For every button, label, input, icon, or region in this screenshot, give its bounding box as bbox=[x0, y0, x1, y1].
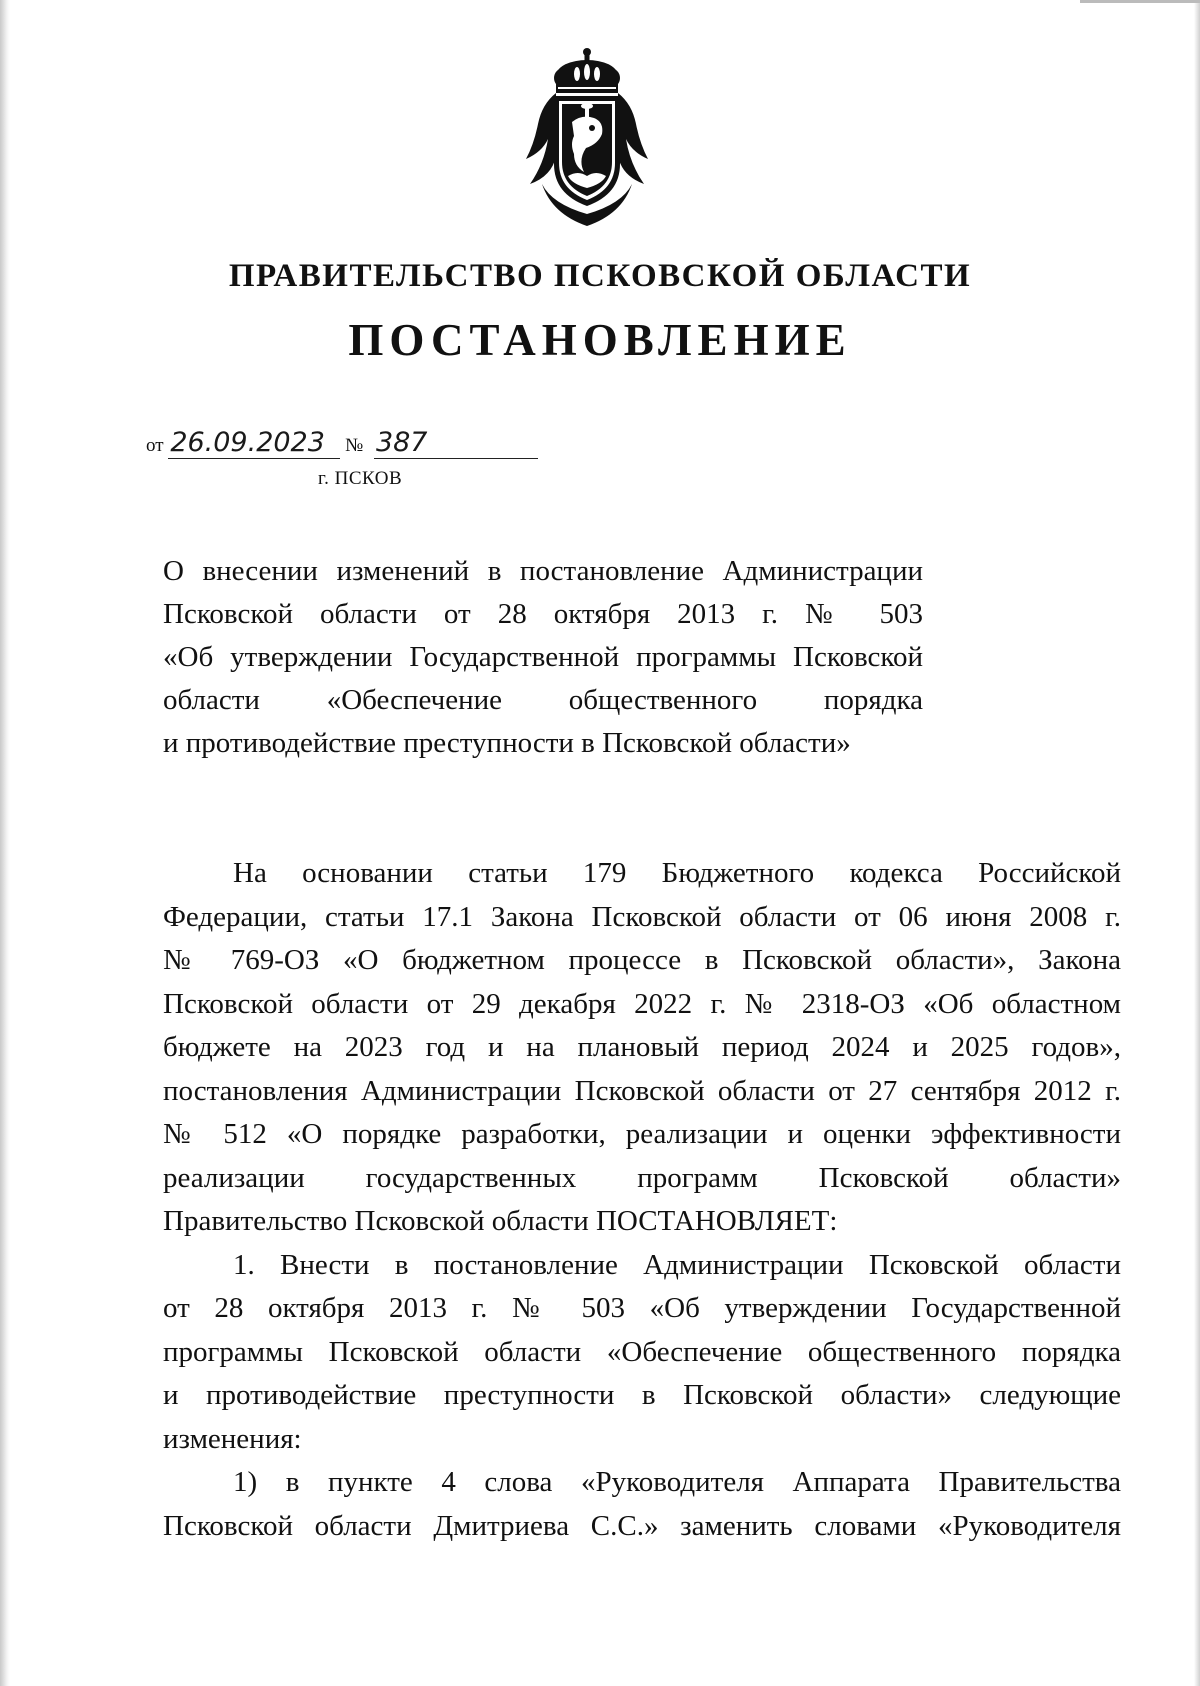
scan-shadow-top bbox=[1080, 0, 1200, 3]
subject-line: О внесении изменений в постановление Администрации bbox=[163, 555, 923, 587]
subject-line: области «Обеспечение общественного порядка bbox=[163, 684, 923, 716]
body-line: На основании статьи 179 Бюджетного кодекса Российской bbox=[233, 857, 1121, 889]
body-line: Псковской области Дмитриева С.С.» заменить словами «Руководителя bbox=[163, 1509, 1121, 1542]
subject-line: «Об утверждении Государственной программы Псковской bbox=[163, 641, 923, 673]
subject-line: и противодействие преступности в Псковской области» bbox=[163, 727, 851, 759]
body-line: программы Псковской области «Обеспечение общественного порядка bbox=[163, 1335, 1121, 1368]
body-line: Правительство Псковской области ПОСТАНОВЛЯЕТ: bbox=[163, 1205, 838, 1237]
document-type-title: ПОСТАНОВЛЕНИЕ bbox=[348, 315, 852, 365]
body-line: и противодействие преступности в Псковской области» следующие bbox=[163, 1379, 1121, 1411]
organization-name: ПРАВИТЕЛЬСТВО ПСКОВСКОЙ ОБЛАСТИ bbox=[228, 258, 972, 294]
scan-shadow-right bbox=[1194, 0, 1200, 1686]
city-label: г. ПСКОВ bbox=[318, 468, 403, 489]
number-sign: № bbox=[345, 435, 364, 456]
body-line: от 28 октября 2013 г. № 503 «Об утверждении Государственной bbox=[163, 1292, 1121, 1324]
body-line: № 769-ОЗ «О бюджетном процессе в Псковской области», Закона bbox=[163, 944, 1121, 976]
body-line: 1. Внести в постановление Администрации Псковской области bbox=[233, 1248, 1121, 1281]
handwritten-date: 26.09.2023 bbox=[168, 428, 340, 459]
body-line: Псковской области от 29 декабря 2022 г. № 2318-ОЗ «Об областном bbox=[163, 987, 1121, 1020]
body-line: реализации государственных программ Псковской области» bbox=[163, 1161, 1121, 1194]
coat-of-arms-icon bbox=[512, 44, 662, 234]
body-line: 1) в пункте 4 слова «Руководителя Аппарата Правительства bbox=[233, 1466, 1121, 1498]
document-subject bbox=[163, 550, 923, 765]
body-line: Федерации, статьи 17.1 Закона Псковской области от 06 июня 2008 г. bbox=[163, 900, 1121, 933]
body-line: бюджете на 2023 год и на плановый период 2024 и 2025 годов», bbox=[163, 1031, 1121, 1063]
body-line: № 512 «О порядке разработки, реализации и оценки эффективности bbox=[163, 1118, 1121, 1150]
body-line: постановления Администрации Псковской области от 27 сентября 2012 г. bbox=[163, 1074, 1121, 1107]
body-line: изменения: bbox=[163, 1422, 302, 1455]
scan-shadow-left bbox=[0, 0, 10, 1686]
subject-line: Псковской области от 28 октября 2013 г. № 503 bbox=[163, 598, 923, 630]
handwritten-number: 387 bbox=[374, 428, 538, 459]
document-body bbox=[163, 852, 1121, 1548]
date-number-line bbox=[146, 428, 538, 459]
date-prefix: от bbox=[146, 435, 164, 456]
